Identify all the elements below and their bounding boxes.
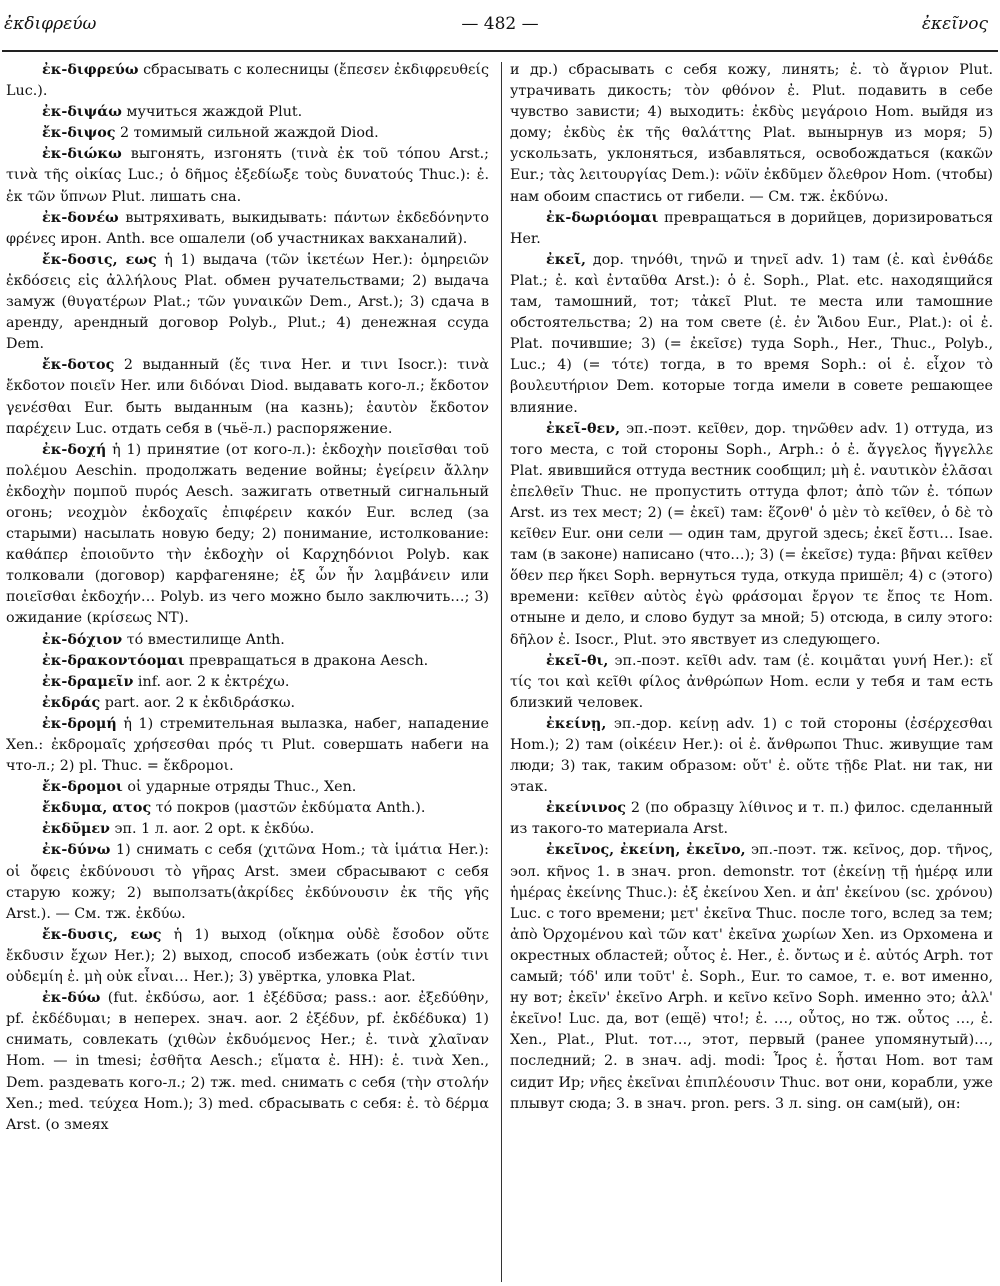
entry-text: дор. τηνόθι, τηνῶ и τηνεῖ adv. 1) там (ἐ. καὶ ἐνθάδε Plat.; ἐ. καὶ ἐνταῦθα Arst.): ὁ ἐ. Soph., Plat. etc. находящийся там, тамошний, тот; τἀκεῖ Plut. те места или тамошние обстоятельства; 2) на том свете (ἐ. ἐν Ἅιδου Eur., Plat.): οἱ ἐ. Plat. почившие; 3) (= ἐκεῖσε) туда Soph., Her., Thuc., Polyb., Luc.; 4) (= τότε) тогда, в то время Soph.: οἱ ἐ. εἶχον τὸ βουλευτήριον Dem. которые тогда имели в совете решающее влияние. [510, 251, 993, 416]
entry-headword: ἐκ-δρομή [42, 715, 117, 732]
dictionary-entry [6, 60, 489, 102]
entry-text: вытряхивать, выкидывать: πάντων ἐκδεδόνηντο φρένες ирон. Anth. все ошалели (об участниках вакханалий). [6, 209, 489, 247]
entry-text: эп.-поэт. тж. κεῖνος, дор. τῆνος, эол. κῆνος 1. в знач. pron. demonstr. тот (ἐκείνῃ τῇ ἡμέρᾳ или ἡμέρας ἐκείνης Thuc.): ἐξ ἐκείνου Xen. и ἀπ' ἐκείνου (sc. χρόνου) Luc. с того времени; μετ' ἐκεῖνα Thuc. после того, вслед за тем; ἀπὸ Ὀρχομένου καὶ τῶν κατ' ἐκεῖνα χωρίων Xen. из Орхомена и окрестных областей; οὗτος ἐ. Her., ἐ. ὄντως и ἐ. αὐτός Arph. тот самый; τόδ' или τοῦτ' ἐ. Soph., Eur. то самое, т. е. вот именно, ну вот; ἐκεῖν' ἐκεῖνο Arph. и κεῖνο κεῖνο Soph. именно это; ἀλλ' ἐκεῖνο! Luc. да, вот (ещё) что!; ἐ. …, οὗτος, но тж. οὗτος …, ἐ. Xen., Plat., Plut. тот…, этот, первый (ранее упомянутый)…, последний; 2. в знач. adj. modi: Ἶρος ἐ. ἧσται Hom. вот там сидит Ир; νῆες ἐκεῖναι ἐπιπλέουσιν Thuc. вот они, корабли, уже плывут сюда; 3. в знач. pron. pers. 3 л. sing. он сам(ый), он: [510, 842, 993, 1112]
dictionary-entry [510, 651, 993, 714]
dictionary-entry [6, 123, 489, 144]
entry-headword: ἐκ-δωριόομαι [546, 209, 659, 226]
entry-text: эп.-поэт. κεῖθι adv. там (ἐ. κοιμᾶται γυνή Her.): εἴ τίς τοι καὶ κεῖθι φίλος ἀνθρώπων Hom. если у тебя и там есть близкий человек. [510, 652, 993, 711]
entry-headword: ἐκ-δόχιον [42, 631, 123, 648]
entry-text: τό вместилище Anth. [122, 631, 285, 648]
entry-headword: ἔκ-διψος [42, 125, 116, 142]
entry-text: 1) снимать с себя (χιτῶνα Hom.; τὰ ἱμάτια Her.): οἱ ὄφεις ἐκδύνουσι τὸ γῆρας Arst. змеи сбрасывают с себя старую кожу; 2) выползать(ἀκρίδες ἐκδύνουσιν ἐκ τῆς γῆς Arst.). — См. тж. ἐκδύω. [6, 842, 489, 922]
entry-text: τό покров (μαστῶν ἐκδύματα Anth.). [151, 800, 426, 817]
dictionary-entry [6, 819, 489, 840]
dictionary-entry [6, 925, 489, 988]
dictionary-entry [6, 777, 489, 798]
entry-headword: ἐκεῖ, [546, 251, 586, 268]
dictionary-entry [510, 208, 993, 250]
entry-text: эп. 1 л. aor. 2 opt. к ἐκδύω. [109, 821, 315, 838]
header-left-word: ἐκδιφρεύω [4, 14, 97, 34]
dictionary-entry [6, 440, 489, 630]
dictionary-entry [6, 714, 489, 777]
dictionary-entry [6, 651, 489, 672]
entry-text: превращаться в дракона Aesch. [184, 652, 429, 669]
entry-text: ἡ 1) выдача (τῶν ἱκετέων Her.): ὁμηρειῶν ἐκδόσεις εἰς ἀλλήλους Plat. обмен ручательствами; 2) выдача замуж (θυγατέρων Plat.; τῶν γυναικῶν Dem., Arst.); 3) сдача в аренду, арендный договор Polyb., Plut.; 4) денежная ссуда Dem. [6, 251, 489, 353]
column-divider [501, 62, 502, 1282]
entry-headword: ἐκ-διφρεύω [42, 62, 139, 78]
entry-headword: ἐκεῖ-θι, [546, 652, 609, 669]
entry-headword: ἐκ-δύω [42, 990, 101, 1007]
entry-headword: ἐκ-διώκω [42, 146, 122, 163]
entry-text: (fut. ἐκδύσω, aor. 1 ἐξέδῦσα; pass.: aor. ἐξεδύθην, pf. ἐκδέδυμαι; в неперех. знач. aor. 2 ἐξέδυν, pf. ἐκδέδυκα) 1) снимать, совлекать (χιθὼν ἐκδυόμενος Her.; ἐ. τινὰ χλαῖναν Hom. — in tmesi; ἐσθῆτα Aesch.; εἵματα ἐ. HH): ἐ. τινὰ Xen., Dem. раздевать кого-л.; 2) тж. med. снимать с себя (τὴν στολήν Xen.; med. τεύχεα Hom.); 3) med. сбрасывать с себя: ἐ. τὸ δέρμα Arst. (о змеях [6, 990, 489, 1133]
entry-text: part. aor. 2 к ἐκδιδράσκω. [100, 694, 296, 711]
left-column [6, 60, 489, 1136]
entry-headword: ἐκ-δραμεῖν [42, 673, 134, 690]
entry-text: сбрасывать с колесницы (ἔπεσεν ἐκδιφρευθείς Luc.). [6, 62, 489, 100]
header-rule [2, 50, 998, 52]
entry-headword: ἐκεῖνος, ἐκείνη, ἐκεῖνο, [546, 842, 746, 859]
dictionary-entry [6, 672, 489, 693]
entry-text: οἱ ударные отряды Thuc., Xen. [122, 779, 357, 796]
dictionary-entry [6, 630, 489, 651]
dictionary-entry [6, 102, 489, 123]
entry-headword: ἐκδράς [42, 694, 101, 711]
dictionary-entry [6, 144, 489, 207]
entry-headword: ἔκ-δοτος [42, 357, 115, 374]
dictionary-entry [6, 208, 489, 250]
entry-headword: ἔκδυμα, ατος [42, 800, 152, 817]
right-column [510, 60, 993, 1115]
entry-text: выгонять, изгонять (τινὰ ἐκ τοῦ τόπου Arst.; τινὰ τῆς οἰκίας Luc.; ὁ δῆμος ἐξεδίωξε τοὺς δυνατούς Thuc.): ἐ. ἐκ τῶν ὕπνων Plut. лишать сна. [6, 146, 489, 205]
dictionary-entry [510, 419, 993, 651]
entry-text: 2 (по образцу λίθινος и т. п.) филос. сделанный из такого-то материала Arst. [510, 800, 993, 838]
dictionary-entry [510, 250, 993, 419]
entry-text: ἡ 1) стремительная вылазка, набег, нападение Xen.: ἐκδρομαῖς χρήσεσθαι πρός τι Plut. совершать набеги на что-л.; 2) pl. Thuc. = ἔκδρομοι. [6, 715, 489, 775]
dictionary-entry [6, 250, 489, 355]
entry-headword: ἐκ-διψάω [42, 104, 122, 121]
entry-text: 2 выданный (ἔς τινα Her. и τινι Isocr.): τινὰ ἔκδοτον ποιεῖν Her. или διδόναι Diod. выдавать кого-л.; ἔκδοτον γενέσθαι Eur. быть выданным (на казнь); ἑαυτὸν ἔκδοτον παρέχειν Luc. отдать себя в (чьё-л.) распоряжение. [6, 357, 489, 437]
entry-headword: ἐκ-δρακοντόομαι [42, 652, 185, 669]
header-right-word: ἐκεῖνος [921, 14, 988, 34]
entry-headword: ἐκ-δύνω [42, 842, 111, 859]
dictionary-entry [6, 798, 489, 819]
entry-text: ἡ 1) выход (οἴκημα οὐδὲ ἔσοδον οὔτε ἔκδυσιν ἔχων Her.); 2) выход, способ избежать (οὐκ ἐστίν τινι οὐδεμίη ἐ. μὴ οὐκ εἶναι… Her.); 3) увёртка, уловка Plat. [6, 926, 489, 986]
entry-headword: ἔκ-δρομοι [42, 779, 123, 796]
dictionary-entry [510, 798, 993, 840]
dictionary-entry [6, 840, 489, 924]
entry-text: превращаться в дорийцев, доризироваться Her. [510, 209, 993, 247]
entry-headword: ἐκεῖ-θεν, [546, 420, 621, 437]
dictionary-entry [510, 714, 993, 798]
entry-headword: ἔκ-δυσις, εως [42, 926, 162, 943]
dictionary-entry [510, 840, 993, 1114]
entry-text: ἡ 1) принятие (от кого-л.): ἐκδοχὴν ποιεῖσθαι τοῦ πολέμου Aeschin. продолжать ведение войны; ἐγείρειν ἄλλην ἐκδοχὴν πομποῦ πυρός Aesch. зажигать ответный сигнальный огонь; νεοχμὸν ἐκδοχαῖς ἐπιφέρειν κακόν Eur. вслед (за старыми) насылать новую беду; 2) понимание, истолкование: καθάπερ ἐποιοῦντο τὴν ἐκδοχὴν οἱ Καρχηδόνιοι Polyb. как толковали (договор) карфагеняне; ἐξ ὧν ἦν λαμβάνειν или ποιεῖσθαι ἐκδοχήν… Polyb. из чего можно было заключить…; 3) ожидание (κρίσεως NT). [6, 441, 489, 627]
dictionary-entry [6, 693, 489, 714]
dictionary-entry [6, 988, 489, 1136]
entry-headword: ἔκ-δοσις, εως [42, 251, 157, 268]
entry-headword: ἐκδῦμεν [42, 821, 110, 838]
entry-text: эп.-дор. κείνῃ adv. 1) с той стороны (ἐσέρχεσθαι Hom.); 2) там (οἰκέειν Her.): οἱ ἐ. ἄνθρωποι Thuc. живущие там люди; 3) так, таким образом: οὔτ' ἐ. οὔτε τῇδε Plat. ни так, ни этак. [510, 715, 993, 796]
dictionary-entry [510, 60, 993, 208]
entry-text: inf. aor. 2 к ἐκτρέχω. [133, 673, 290, 690]
entry-headword: ἐκ-δοχή [42, 441, 107, 458]
entry-headword: ἐκείνῃ, [546, 715, 607, 732]
page-number: — 482 — [461, 14, 539, 34]
dictionary-entry [6, 355, 489, 439]
page-header [0, 14, 1000, 42]
entry-text: и др.) сбрасывать с себя кожу, линять; ἐ. τὸ ἄγριον Plut. утрачивать дикость; τὸν φθόνον ἐ. Plut. подавить в себе чувство зависти; 4) выходить: ἐκδὺς μεγάροιο Hom. выйдя из дому; ἐκδὺς ἐκ τῆς θαλάττης Plat. вынырнув из моря; 5) ускользать, уклоняться, избавляться, освобождаться (κακῶν Eur.; τὰς λειτουργίας Dem.): νῶϊν ἐκδῦμεν ὄλεθρον Hom. (чтобы) нам обоим спастись от гибели. — См. тж. ἐκδύνω. [510, 62, 993, 205]
entry-text: мучиться жаждой Plut. [121, 104, 303, 121]
entry-text: эп.-поэт. κεῖθεν, дор. τηνῶθεν adv. 1) оттуда, из того места, с той стороны Soph., Arph.: ὁ ἐ. ἄγγελος ἤγγελλε Plat. явившийся оттуда вестник сообщил; μὴ ἐ. ναυτικὸν ἐλᾶσαι ἐπελθεῖν Thuc. не пропустить оттуда флот; ἀπὸ τῶν ἐ. τόπων Arst. из тех мест; 2) (= ἐκεῖ) там: ἕζονθ' ὁ μὲν τὸ κεῖθεν, ὁ δὲ τὸ κεῖθεν Eur. они сели — один там, другой здесь; ἐκεῖ ἔστι… Isae. там (в законе) написано (что…); 3) (= ἐκεῖσε) туда: βῆναι κεῖθεν ὅθεν περ ἥκει Soph. вернуться туда, откуда пришёл; 4) с (этого) времени: κεῖθεν αὐτὸς ἐγὼ φράσομαι ἔργον τε ἔπος τε Hom. отныне и дело, и слово будут за мной; 5) отсюда, в силу этого: δῆλον ἐ. Isocr., Plut. это явствует из следующего. [510, 420, 993, 648]
entry-text: 2 томимый сильной жаждой Diod. [115, 125, 379, 142]
entry-headword: ἐκείνινος [546, 800, 627, 817]
entry-headword: ἐκ-δονέω [42, 209, 119, 226]
